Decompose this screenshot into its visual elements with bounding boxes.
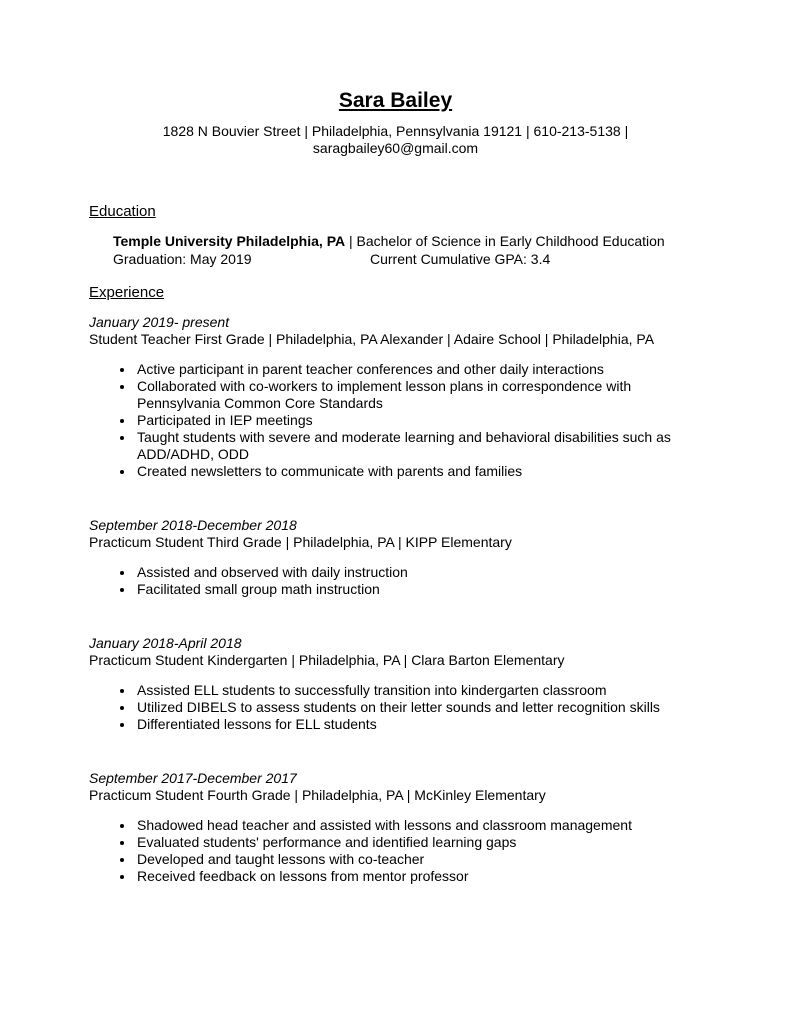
job-bullet: • Assisted and observed with daily instruction (135, 564, 702, 581)
contact-line-2: saragbailey60@gmail.com (312, 140, 479, 156)
job-bullet: • Taught students with severe and moderate learning and behavioral disabilities such as ADD/ADHD, ODD (135, 429, 702, 463)
job-entry-4 (89, 770, 702, 885)
job-entry-1 (89, 314, 702, 480)
job-bullet-list (89, 817, 702, 885)
job-dates: January 2018-April 2018 (89, 635, 242, 651)
job-bullet: • Shadowed head teacher and assisted with lessons and classroom management (135, 817, 702, 834)
job-title: Student Teacher First Grade | Philadelphia, PA Alexander | Adaire School | Philadelphia, PA (89, 331, 655, 347)
education-grad-line (113, 251, 702, 269)
graduation-date: Graduation: May 2019 (113, 250, 252, 267)
job-bullet: • Facilitated small group math instruction (135, 581, 702, 598)
job-dates: September 2018-December 2018 (89, 517, 297, 533)
job-bullet: • Participated in IEP meetings (135, 412, 702, 429)
job-bullet-list (89, 682, 702, 733)
job-bullet: • Differentiated lessons for ELL students (135, 716, 702, 733)
job-bullet: • Received feedback on lessons from mentor professor (135, 868, 702, 885)
job-bullet: • Created newsletters to communicate with parents and families (135, 463, 702, 480)
job-bullet-list (89, 564, 702, 598)
person-name: Sara Bailey (338, 89, 453, 112)
experience-section (89, 284, 702, 885)
education-section (89, 203, 702, 268)
experience-heading: Experience (89, 284, 165, 301)
job-dates: January 2019- present (89, 314, 230, 330)
job-bullet: • Active participant in parent teacher conferences and other daily interactions (135, 361, 702, 378)
contact-line-1: 1828 N Bouvier Street | Philadelphia, Pennsylvania 19121 | 610-213-5138 | (162, 123, 629, 139)
job-title: Practicum Student Kindergarten | Philadelphia, PA | Clara Barton Elementary (89, 652, 565, 668)
education-heading: Education (89, 203, 156, 220)
school-name: Temple University Philadelphia, PA (113, 233, 346, 249)
education-details (113, 233, 702, 268)
job-bullet: • Developed and taught lessons with co-teacher (135, 851, 702, 868)
job-bullet: • Assisted ELL students to successfully transition into kindergarten classroom (135, 682, 702, 699)
job-title: Practicum Student Fourth Grade | Philadelphia, PA | McKinley Elementary (89, 787, 546, 803)
education-school-line (113, 233, 702, 251)
job-bullet-list (89, 361, 702, 480)
degree-text: | Bachelor of Science in Early Childhood Education (349, 233, 665, 249)
job-bullet: • Evaluated students' performance and identified learning gaps (135, 834, 702, 851)
job-entry-3 (89, 635, 702, 733)
gpa-text: Current Cumulative GPA: 3.4 (370, 250, 551, 267)
job-dates: September 2017-December 2017 (89, 770, 297, 786)
job-bullet: • Collaborated with co-workers to implement lesson plans in correspondence with Pennsylvania Common Core Standards (135, 378, 702, 412)
job-entry-2 (89, 517, 702, 598)
job-bullet: • Utilized DIBELS to assess students on their letter sounds and letter recognition skills (135, 699, 702, 716)
resume-header (89, 90, 702, 157)
job-title: Practicum Student Third Grade | Philadelphia, PA | KIPP Elementary (89, 534, 512, 550)
